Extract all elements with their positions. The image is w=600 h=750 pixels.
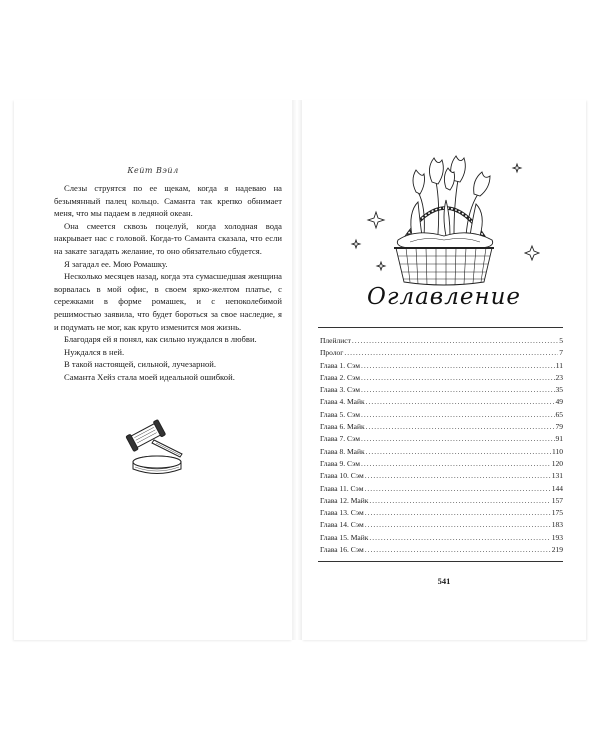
- paragraph: Благодаря ей я понял, как сильно нуждался в любви.: [64, 334, 257, 345]
- toc-entry-page: 157: [551, 495, 563, 505]
- toc-entry-page: 219: [551, 545, 563, 555]
- leader-dots: [344, 347, 558, 359]
- toc-entry-page: 79: [555, 422, 563, 432]
- toc-entry-label: Глава 7. Сэм: [320, 434, 360, 444]
- toc-entry-page: 144: [551, 483, 563, 493]
- toc-entry-prologue[interactable]: [320, 347, 563, 359]
- paragraph: В такой настоящей, сильной, лучезарной.: [64, 359, 217, 370]
- toc-entry-chapter-14[interactable]: [320, 519, 563, 531]
- toc-entry-label: Глава 6. Майк: [320, 422, 365, 432]
- toc-entry-label: Глава 5. Сэм: [320, 409, 360, 419]
- toc-entry-chapter-5[interactable]: [320, 409, 563, 421]
- toc-entry-chapter-6[interactable]: [320, 421, 563, 433]
- divider: [318, 561, 563, 562]
- body-text: [54, 182, 282, 384]
- toc-entry-chapter-1[interactable]: [320, 360, 563, 372]
- leader-dots: [369, 495, 550, 507]
- leader-dots: [366, 421, 555, 433]
- toc-list: [320, 335, 563, 556]
- leader-dots: [369, 532, 550, 544]
- paragraph: Несколько месяцев назад, когда эта сумасшедшая женщина ворвалась в мой офис, в своем ярко-желтом платье, с сережками в форме ромашек, и с непоколебимой решимостью заявила, что будет бороться за свое наследие, я и подумать не мог, как круто изменится моя жизнь.: [54, 271, 282, 332]
- leader-dots: [365, 507, 551, 519]
- leader-dots: [364, 483, 550, 495]
- toc-entry-chapter-16[interactable]: [320, 544, 563, 556]
- toc-entry-label: Глава 9. Сэм: [320, 458, 360, 468]
- toc-entry-label: Глава 15. Майк: [320, 532, 369, 542]
- toc-entry-page: 11: [555, 360, 563, 370]
- toc-entry-page: 175: [551, 508, 563, 518]
- leader-dots: [361, 409, 555, 421]
- toc-entry-page: 49: [555, 397, 563, 407]
- paragraph: Я загадал ее. Мою Ромашку.: [64, 258, 168, 269]
- paragraph: Она смеется сквозь поцелуй, когда холодная вода накрывает нас с головой. Когда-то Саманта сказала, что если на закате загадать желание, то оно обязательно сбудется.: [54, 220, 282, 256]
- toc-entry-page: 7: [559, 348, 563, 358]
- toc-entry-page: 183: [551, 520, 563, 530]
- toc-entry-page: 131: [551, 471, 563, 481]
- toc-entry-label: Плейлист: [320, 336, 351, 345]
- toc-entry-label: Глава 10. Сэм: [320, 471, 364, 481]
- left-page: [14, 100, 292, 640]
- gavel-icon: [124, 418, 190, 480]
- page-number: 541: [437, 576, 451, 586]
- paragraph: Слезы струятся по ее щекам, когда я надеваю на безымянный палец кольцо. Саманта так крепко обнимает меня, что мы падаем в ледяной океан.: [54, 183, 282, 219]
- toc-entry-page: 110: [552, 446, 563, 456]
- toc-entry-label: Глава 13. Сэм: [320, 508, 364, 518]
- leader-dots: [361, 372, 555, 384]
- toc-title: Оглавление: [366, 284, 522, 310]
- flower-basket-icon: [346, 152, 542, 292]
- toc-entry-label: Пролог: [320, 348, 344, 358]
- toc-entry-page: 193: [551, 532, 563, 542]
- toc-entry-label: Глава 16. Сэм: [320, 545, 364, 555]
- toc-entry-chapter-11[interactable]: [320, 483, 563, 495]
- toc-entry-label: Глава 14. Сэм: [320, 520, 364, 530]
- leader-dots: [361, 458, 551, 470]
- leader-dots: [366, 446, 551, 458]
- toc-entry-page: 91: [555, 434, 563, 444]
- toc-entry-chapter-13[interactable]: [320, 507, 563, 519]
- toc-entry-label: Глава 12. Майк: [320, 495, 369, 505]
- toc-entry-chapter-9[interactable]: [320, 458, 563, 470]
- leader-dots: [366, 396, 555, 408]
- leader-dots: [361, 384, 555, 396]
- leader-dots: [352, 335, 558, 347]
- toc-entry-label: Глава 8. Майк: [320, 446, 365, 456]
- toc-entry-page: 120: [551, 458, 563, 468]
- toc-entry-chapter-15[interactable]: [320, 532, 563, 544]
- toc-entry-page: 5: [559, 336, 563, 345]
- toc-entry-label: Глава 11. Сэм: [320, 483, 364, 493]
- toc-entry-chapter-10[interactable]: [320, 470, 563, 482]
- leader-dots: [361, 360, 555, 372]
- toc-entry-chapter-12[interactable]: [320, 495, 563, 507]
- toc-entry-chapter-7[interactable]: [320, 433, 563, 445]
- toc-entry-chapter-3[interactable]: [320, 384, 563, 396]
- paragraph: Нуждался в ней.: [64, 346, 125, 357]
- toc-entry-page: 65: [555, 409, 563, 419]
- paragraph: Саманта Хейз стала моей идеальной ошибкой.: [64, 371, 235, 382]
- running-head: Кейт Вэйл: [127, 166, 179, 175]
- divider: [318, 327, 563, 328]
- leader-dots: [365, 519, 551, 531]
- leader-dots: [361, 433, 555, 445]
- toc-entry-page: 23: [555, 372, 563, 382]
- book-gutter: [292, 100, 302, 640]
- toc-entry-label: Глава 4. Майк: [320, 397, 365, 407]
- toc-entry-page: 35: [555, 385, 563, 395]
- toc-entry-chapter-8[interactable]: [320, 446, 563, 458]
- leader-dots: [365, 544, 551, 556]
- right-page: [302, 100, 586, 640]
- toc-entry-chapter-2[interactable]: [320, 372, 563, 384]
- leader-dots: [365, 470, 551, 482]
- toc-entry-label: Глава 1. Сэм: [320, 360, 360, 370]
- toc-entry-chapter-4[interactable]: [320, 396, 563, 408]
- toc-entry-label: Глава 3. Сэм: [320, 385, 360, 395]
- toc-entry-label: Глава 2. Сэм: [320, 372, 360, 382]
- toc-entry-playlist[interactable]: [320, 335, 563, 347]
